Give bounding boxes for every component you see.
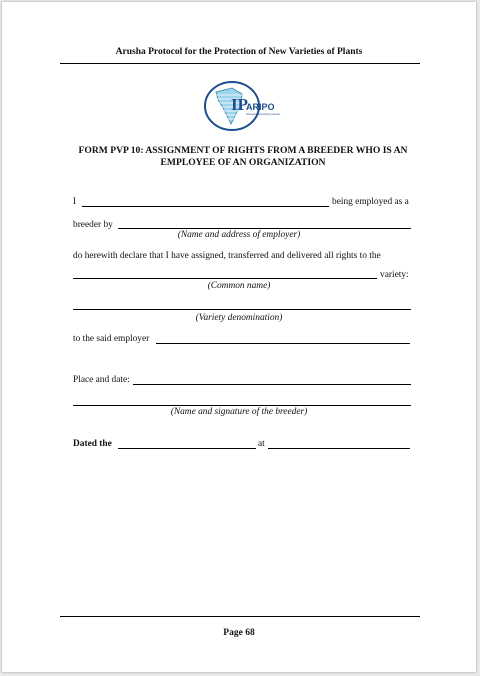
being-employed-text: being employed as a (332, 197, 409, 207)
variety-label: variety: (380, 270, 409, 280)
logo-tagline: African Regional Intellectual Property Organization (246, 114, 298, 116)
variety-denomination-field-line[interactable] (73, 309, 411, 310)
place-date-field-line[interactable] (133, 384, 411, 385)
location-field-line[interactable] (268, 448, 410, 449)
i-label: I (73, 197, 77, 207)
variety-denomination-hint: (Variety denomination) (195, 313, 283, 323)
form-title (58, 145, 428, 169)
header-rule (60, 63, 420, 64)
date-field-line[interactable] (118, 448, 256, 449)
at-label: at (258, 439, 265, 449)
said-employer-label: to the said employer (73, 334, 150, 344)
said-employer-field-line[interactable] (156, 343, 410, 344)
name-field-line[interactable] (82, 206, 329, 207)
aripo-logo (198, 80, 298, 132)
form-title-line1: FORM PVP 10: ASSIGNMENT OF RIGHTS FROM A BREEDER WHO IS AN (78, 145, 408, 156)
place-date-label: Place and date: (73, 375, 130, 385)
breeder-by-label: breeder by (73, 220, 113, 230)
signature-field-line[interactable] (73, 405, 411, 406)
dated-the-label: Dated the (73, 439, 112, 449)
document-header-title: Arusha Protocol for the Protection of New Varieties of Plants (115, 47, 363, 57)
signature-hint: (Name and signature of the breeder) (170, 407, 308, 417)
document-page (2, 2, 476, 672)
svg-text:IP: IP (231, 95, 248, 114)
common-name-hint: (Common name) (207, 281, 271, 291)
logo-text: ARIPO (246, 102, 275, 112)
common-name-field-line[interactable] (73, 278, 377, 279)
declaration-text: do herewith declare that I have assigned, transferred and delivered all rights to the (73, 251, 381, 261)
page-number: Page 68 (223, 628, 255, 638)
employer-hint: (Name and address of employer) (177, 230, 301, 240)
footer-rule (60, 616, 420, 617)
form-title-line2: EMPLOYEE OF AN ORGANIZATION (160, 157, 326, 168)
employer-field-line[interactable] (118, 228, 411, 229)
